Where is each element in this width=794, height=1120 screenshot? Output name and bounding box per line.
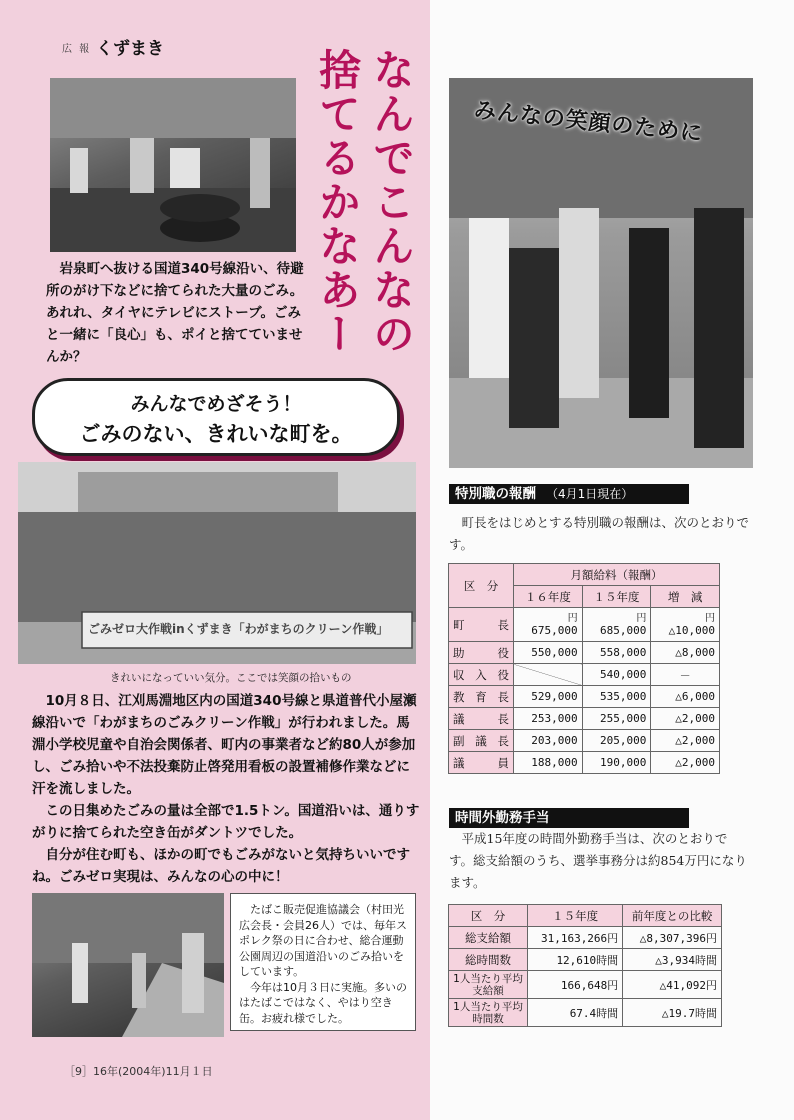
table-row: 1人当たり平均時間数 67.4時間 △19.7時間: [449, 999, 722, 1027]
table-row: 1人当たり平均支給額 166,648円 △41,092円: [449, 971, 722, 999]
photo-roadside-garbage: [50, 78, 296, 252]
photo-roadside-pickup: [32, 893, 224, 1037]
column-header: １６年度: [514, 586, 583, 608]
slogan-banner: [32, 378, 400, 456]
column-header: 増 減: [651, 586, 720, 608]
table-row: 収入役 540,000 －: [449, 664, 720, 686]
table-row: 教育長 529,000 535,000 △6,000: [449, 686, 720, 708]
table-row: 議長 253,000 255,000 △2,000: [449, 708, 720, 730]
table-row: 町長 円 675,000 円 685,000 円 △10,000: [449, 608, 720, 642]
table-row: 総支給額 31,163,266円 △8,307,396円: [449, 927, 722, 949]
table-row: 議員 188,000 190,000 △2,000: [449, 752, 720, 774]
column-header: １５年度: [528, 905, 623, 927]
publication-title: くずまき: [96, 39, 164, 59]
slogan-line2: ごみのない、きれいな町を。: [79, 422, 353, 446]
column-header: １５年度: [582, 586, 651, 608]
tobacco-association-note: たばこ販売促進協議会（村田光広会長・会員26人）では、毎年スポレク祭の日に合わせ、総合運動公園周辺の国道沿いのごみ拾いをしています。 今年は10月３日に実施。多いのはたばこではなく、やはり空き缶。お疲れ様でした。: [230, 893, 416, 1031]
overtime-table: [448, 904, 722, 1027]
table-row: 総時間数 12,610時間 △3,934時間: [449, 949, 722, 971]
table-row: 副議長 203,000 205,000 △2,000: [449, 730, 720, 752]
vertical-headline: [310, 48, 418, 378]
special-pay-intro: 町長をはじめとする特別職の報酬は、次のとおりです。: [449, 515, 750, 552]
page-footer: ［9］16年(2004年)11月１日: [64, 1065, 213, 1078]
photo-group-volunteers: [18, 462, 416, 664]
special-pay-table: [448, 563, 720, 774]
section-heading-overtime: 時間外勤務手当: [449, 808, 689, 828]
table-row: 助役 550,000 558,000 △8,000: [449, 642, 720, 664]
table-corner: 区 分: [449, 905, 528, 927]
main-article: 10月８日、江刈馬淵地区内の国道340号線と県道普代小屋瀬線沿いで「わがまちのごみクリーン作戦」が行われました。馬淵小学校児童や自治会関係者、町内の事業者など約80人が参加し、ごみ拾いや不法投棄防止啓発用看板の設置補修作業などに汗を流しました。 この日集めたごみの量は全部で1.5トン。国道沿いは、通りすがりに捨てられた空き缶がダントツでした。 自分が住む町も、ほかの町でもごみがないと気持ちいいですね。ごみゼロ実現は、みんなの心の中に！: [32, 693, 420, 885]
slogan-line1: みんなでめざそう！: [130, 393, 302, 415]
vertical-headline-line2: 捨てるかなあー: [313, 48, 362, 356]
column-header: 前年度との比較: [623, 905, 722, 927]
group-photo-caption: きれいになっていい気分。ここでは笑顔の拾いもの: [110, 672, 352, 684]
intro-paragraph: 岩泉町へ抜ける国道340号線沿い、待避所のがけ下などに捨てられた大量のごみ。あれれ、タイヤにテレビにストーブ。ごみと一緒に「良心」も、ポイと捨てていませんか？: [46, 261, 304, 365]
photo-title: みんなの笑顔のために: [472, 97, 705, 147]
overtime-intro: 平成15年度の時間外勤務手当は、次のとおりです。総支給額のうち、選挙事務分は約854万円になります。: [449, 831, 747, 890]
section-heading-special-pay: 特別職の報酬 （4月1日現在）: [449, 484, 689, 504]
vertical-headline-line1: なんでこんなの: [367, 48, 416, 356]
header-label: 広 報: [62, 44, 92, 55]
table-group-header: 月額給料（報酬）: [514, 564, 720, 586]
table-corner: 区 分: [449, 564, 514, 608]
cleanup-sign: ごみゼロ大作戦inくずまき「わがまちのクリーン作戦」: [88, 622, 389, 636]
